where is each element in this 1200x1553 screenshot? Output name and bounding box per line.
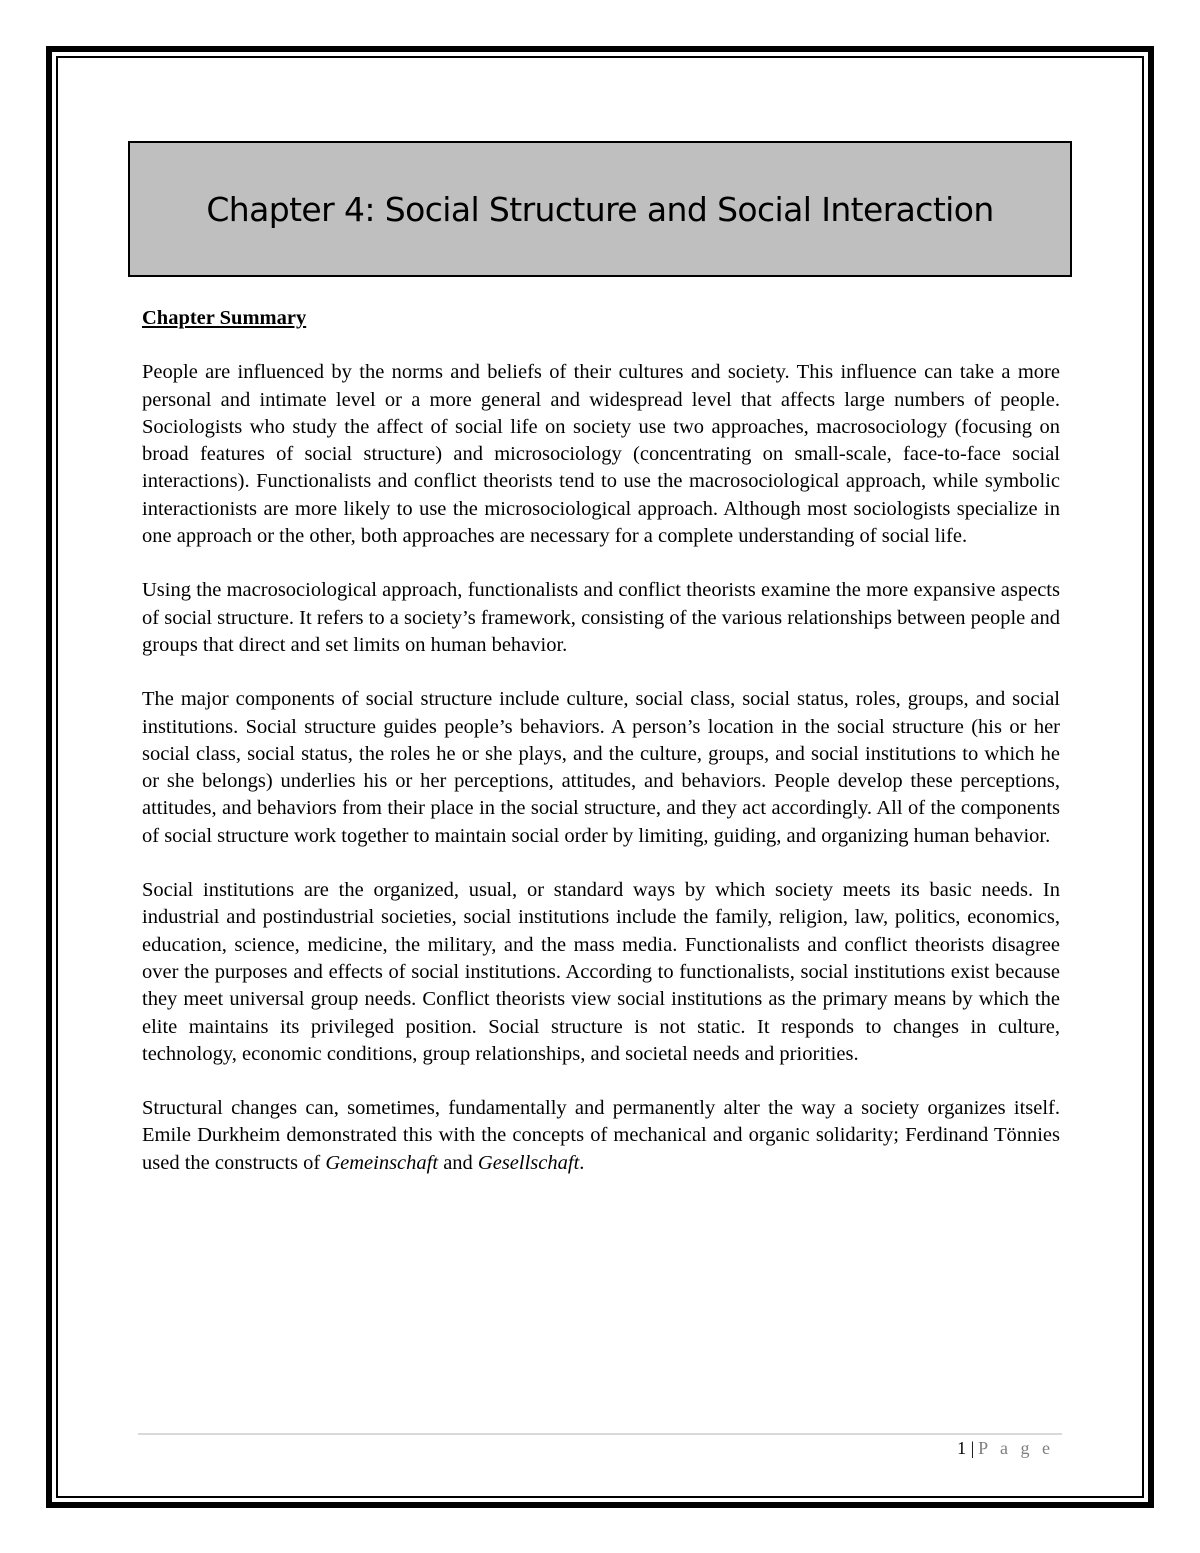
paragraph-3: The major components of social structure include culture, social class, social status, roles, groups, and social institutions. Social structure guides people’s behaviors. A person’s location in the social structure (his or her social class, social status, the roles he or she plays, and the culture, groups, and social institutions to which he or she belongs) underlies his or her perceptions, attitudes, and behaviors. People develop these perceptions, attitudes, and behaviors from their place in the social structure, and they act accordingly. All of the components of social structure work together to maintain social order by limiting, guiding, and organizing human behavior.	[142, 688, 1060, 847]
paragraph-5-text-2: and	[438, 1151, 478, 1174]
document-body	[142, 305, 1060, 1204]
term-gemeinschaft: Gemeinschaft	[325, 1151, 439, 1174]
page-separator: |	[970, 1438, 975, 1458]
page-footer	[957, 1438, 1054, 1459]
section-heading: Chapter Summary	[142, 307, 307, 329]
paragraph-5-text-3: .	[579, 1151, 585, 1174]
page-number: 1	[957, 1438, 967, 1458]
paragraph-1: People are influenced by the norms and beliefs of their cultures and society. This influence can take a more personal and intimate level or a more general and widespread level that affects large numbers of people. Sociologists who study the affect of social life on society use two approaches, macrosociology (focusing on broad features of social structure) and microsociology (concentrating on small-scale, face-to-face social interactions). Functionalists and conflict theorists tend to use the macrosociological approach, while symbolic interactionists are more likely to use the microsociological approach. Although most sociologists specialize in one approach or the other, both approaches are necessary for a complete understanding of social life.	[142, 361, 1060, 548]
page-label: P a g e	[978, 1438, 1054, 1458]
paragraph-4: Social institutions are the organized, usual, or standard ways by which society meets its basic needs. In industrial and postindustrial societies, social institutions include the family, religion, law, politics, economics, education, science, medicine, the military, and the mass media. Functionalists and conflict theorists disagree over the purposes and effects of social institutions. According to functionalists, social institutions exist because they meet universal group needs. Conflict theorists view social institutions as the primary means by which the elite maintains its privileged position. Social structure is not static. It responds to changes in culture, technology, economic conditions, group relationships, and societal needs and priorities.	[142, 879, 1060, 1065]
paragraph-2: Using the macrosociological approach, functionalists and conflict theorists examine the more expansive aspects of social structure. It refers to a society’s framework, consisting of the various relationships between people and groups that direct and set limits on human behavior.	[142, 579, 1060, 656]
paragraph-5-text-1: Structural changes can, sometimes, fundamentally and permanently alter the way a society organizes itself. Emile Durkheim demonstrated this with the concepts of mechanical and organic solidarity; Ferdinand Tönnies used the constructs of	[142, 1097, 1060, 1174]
chapter-title-box	[128, 141, 1072, 277]
footer-divider	[138, 1433, 1062, 1435]
chapter-title: Chapter 4: Social Structure and Social Interaction	[206, 189, 994, 229]
term-gesellschaft: Gesellschaft	[477, 1151, 580, 1174]
paragraph-5	[142, 1095, 1060, 1177]
